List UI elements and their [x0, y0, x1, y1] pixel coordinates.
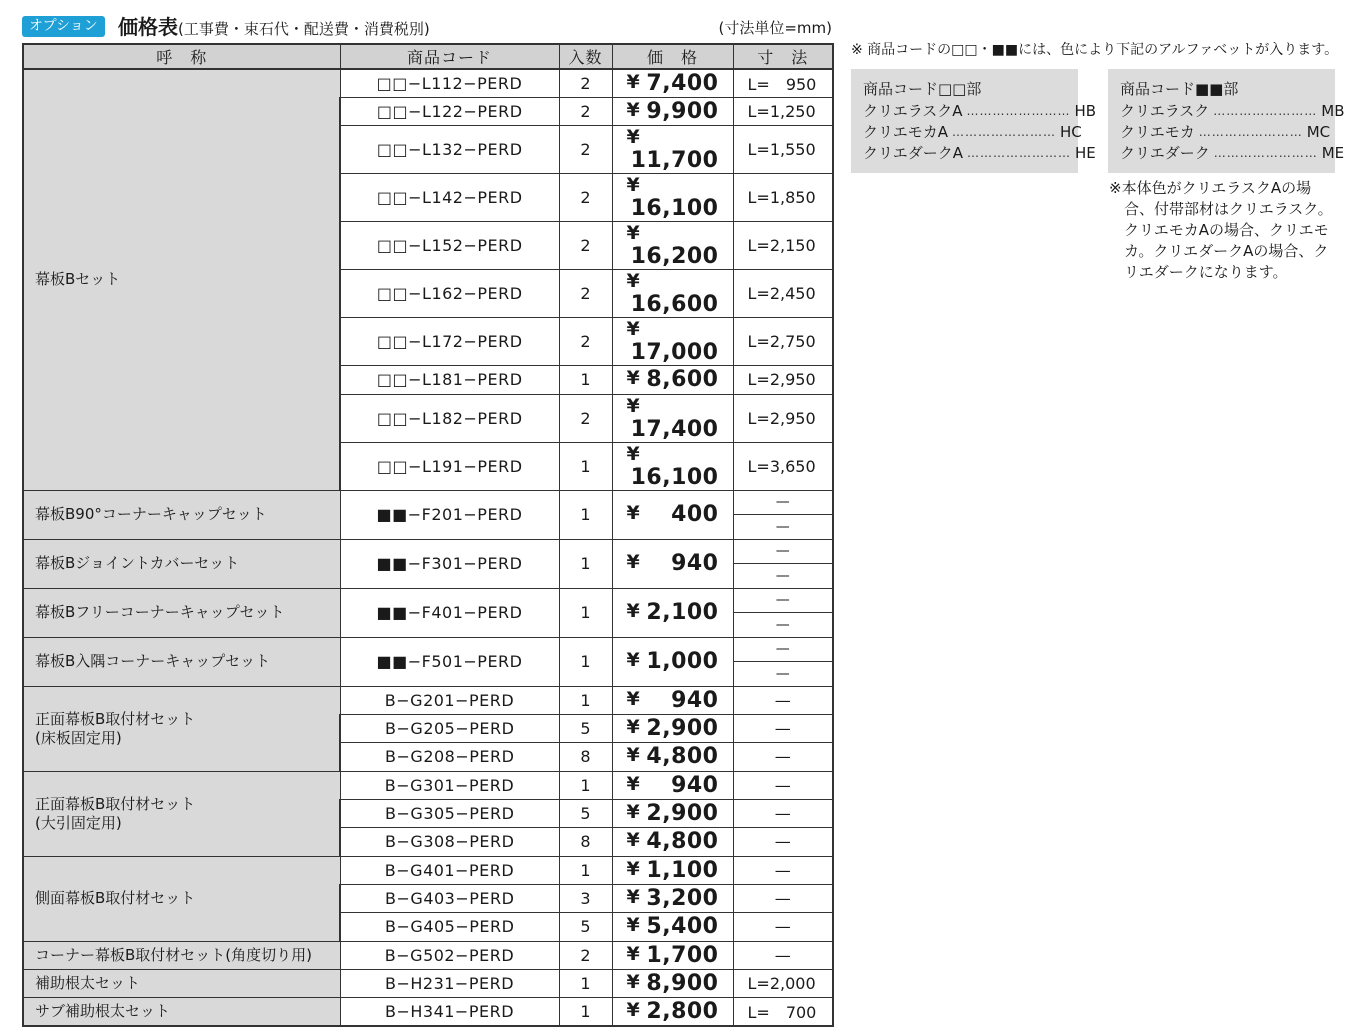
dimension-cell — [733, 637, 833, 686]
price-amount: 16,100 — [630, 196, 719, 222]
yen-symbol: ¥ — [626, 367, 640, 390]
dimension: L= 950 — [733, 69, 833, 97]
item-name: 幕板Bジョイントカバーセット — [23, 539, 340, 588]
column-header-price: 価 格 — [612, 44, 733, 69]
table-row — [23, 490, 833, 539]
dimension-dash: — — [775, 494, 790, 511]
yen-symbol: ¥ — [626, 126, 640, 149]
product-code: B−H341−PERD — [340, 998, 559, 1026]
price-table — [22, 43, 834, 1027]
product-code: □□−L122−PERD — [340, 97, 559, 125]
quantity: 2 — [559, 941, 612, 969]
leader-dots: …………………… — [966, 104, 1071, 118]
yen-symbol: ¥ — [626, 716, 640, 739]
page-title — [118, 14, 430, 42]
dimension: L=2,950 — [733, 366, 833, 394]
price-amount: 8,600 — [646, 367, 719, 393]
dimension: L=2,150 — [733, 222, 833, 270]
yen-symbol: ¥ — [626, 744, 640, 767]
price-cell — [612, 69, 733, 97]
product-code: B−G401−PERD — [340, 856, 559, 884]
price-amount: 4,800 — [646, 744, 719, 770]
product-code: B−G405−PERD — [340, 913, 559, 941]
price-amount: 17,000 — [630, 340, 719, 366]
color-label: クリエラスクA — [863, 102, 963, 120]
product-code: ■■−F301−PERD — [340, 539, 559, 588]
dimension-cell — [733, 588, 833, 637]
price-table-body — [23, 69, 833, 1026]
page-header — [22, 14, 832, 40]
price-amount: 940 — [671, 772, 719, 798]
leader-dots: …………………… — [951, 125, 1056, 139]
yen-symbol: ¥ — [626, 649, 640, 672]
price-amount: 2,100 — [646, 600, 719, 626]
product-code: ■■−F201−PERD — [340, 490, 559, 539]
price-amount: 4,800 — [646, 829, 719, 855]
column-header-qty: 入数 — [559, 44, 612, 69]
table-row — [23, 941, 833, 969]
product-code: □□−L142−PERD — [340, 174, 559, 222]
quantity: 8 — [559, 828, 612, 856]
table-row — [23, 771, 833, 799]
price-amount: 940 — [671, 687, 719, 713]
price-cell — [612, 969, 733, 997]
product-code: □□−L132−PERD — [340, 126, 559, 174]
leader-dots: …………………… — [1198, 125, 1303, 139]
product-code: B−G205−PERD — [340, 714, 559, 742]
yen-symbol: ¥ — [626, 942, 640, 965]
table-row — [23, 69, 833, 97]
table-row — [23, 998, 833, 1026]
panel-row — [1120, 143, 1345, 164]
dimension-dash: — — [775, 641, 790, 658]
product-code: B−G403−PERD — [340, 884, 559, 912]
table-row — [23, 539, 833, 588]
quantity: 1 — [559, 539, 612, 588]
dimension-stack — [734, 491, 833, 539]
price-cell — [612, 913, 733, 941]
yen-symbol: ¥ — [626, 687, 640, 710]
dimension: — — [733, 913, 833, 941]
price-cell — [612, 743, 733, 771]
quantity: 2 — [559, 126, 612, 174]
price-amount: 9,900 — [646, 99, 719, 125]
quantity: 5 — [559, 913, 612, 941]
quantity: 8 — [559, 743, 612, 771]
price-amount: 17,400 — [630, 416, 719, 442]
item-name: 幕板B入隅コーナーキャップセット — [23, 637, 340, 686]
price-cell — [612, 174, 733, 222]
price-cell — [612, 539, 733, 588]
dimension-cell — [733, 490, 833, 539]
dimension-dash: — — [734, 612, 833, 637]
price-cell — [612, 714, 733, 742]
product-code: B−G305−PERD — [340, 799, 559, 827]
leader-dots: …………………… — [966, 146, 1071, 160]
unit-note: (寸法単位=mm) — [718, 19, 832, 37]
yen-symbol: ¥ — [626, 222, 640, 245]
quantity: 1 — [559, 969, 612, 997]
price-cell — [612, 884, 733, 912]
color-label: クリエモカ — [1120, 123, 1195, 141]
price-cell — [612, 637, 733, 686]
title-text: 価格表 — [118, 15, 178, 39]
yen-symbol: ¥ — [626, 318, 640, 341]
table-row — [23, 637, 833, 686]
dimension: — — [733, 799, 833, 827]
leader-dots: …………………… — [1213, 104, 1318, 118]
quantity: 1 — [559, 366, 612, 394]
dimension: L=2,950 — [733, 394, 833, 442]
yen-symbol: ¥ — [626, 442, 640, 465]
item-name: コーナー幕板B取付材セット(角度切り用) — [23, 941, 340, 969]
item-name: 幕板Bセット — [23, 69, 340, 490]
yen-symbol: ¥ — [626, 801, 640, 824]
product-code: B−G502−PERD — [340, 941, 559, 969]
color-label: クリエモカA — [863, 123, 948, 141]
quantity: 1 — [559, 637, 612, 686]
product-code: B−G301−PERD — [340, 771, 559, 799]
quantity: 1 — [559, 442, 612, 490]
product-code: □□−L182−PERD — [340, 394, 559, 442]
dimension-dash: — — [775, 543, 790, 560]
table-row — [23, 856, 833, 884]
price-cell — [612, 998, 733, 1026]
color-code-note: ※ 商品コードの□□・■■には、色により下記のアルファベットが入ります。 — [851, 42, 1339, 58]
option-badge: オプション — [22, 16, 105, 37]
dimension: L=2,450 — [733, 270, 833, 318]
quantity: 3 — [559, 884, 612, 912]
dimension: L=2,000 — [733, 969, 833, 997]
color-code: ME — [1321, 144, 1345, 162]
product-code: □□−L172−PERD — [340, 318, 559, 366]
price-amount: 7,400 — [646, 70, 719, 96]
table-row — [23, 969, 833, 997]
leader-dots: …………………… — [1213, 146, 1318, 160]
price-amount: 1,000 — [646, 649, 719, 675]
price-amount: 2,900 — [646, 716, 719, 742]
panel-row — [1120, 122, 1331, 143]
product-code: □□−L152−PERD — [340, 222, 559, 270]
dimension: L= 700 — [733, 998, 833, 1026]
panel-heading: 商品コード□□部 — [863, 80, 982, 98]
dimension: — — [733, 856, 833, 884]
panel-row — [863, 122, 1082, 143]
item-name: 補助根太セット — [23, 969, 340, 997]
dimension: L=2,750 — [733, 318, 833, 366]
yen-symbol: ¥ — [626, 772, 640, 795]
dimension-dash: — — [734, 563, 833, 588]
price-amount: 940 — [671, 551, 719, 577]
quantity: 1 — [559, 686, 612, 714]
product-code: □□−L181−PERD — [340, 366, 559, 394]
item-name: 幕板B90°コーナーキャップセット — [23, 490, 340, 539]
price-amount: 11,700 — [630, 148, 719, 174]
dimension: — — [733, 941, 833, 969]
column-header-code: 商品コード — [340, 44, 559, 69]
panel-heading: 商品コード■■部 — [1120, 80, 1239, 98]
item-name: 幕板Bフリーコーナーキャップセット — [23, 588, 340, 637]
yen-symbol: ¥ — [626, 394, 640, 417]
item-name: 正面幕板B取付材セット (床板固定用) — [23, 686, 340, 771]
price-cell — [612, 490, 733, 539]
dimension-cell — [733, 539, 833, 588]
quantity: 2 — [559, 394, 612, 442]
item-name: 側面幕板B取付材セット — [23, 856, 340, 941]
quantity: 2 — [559, 222, 612, 270]
quantity: 2 — [559, 270, 612, 318]
dimension-dash: — — [775, 592, 790, 609]
accessory-color-note: ※本体色がクリエラスクAの場合、付帯部材はクリエラスク。クリエモカAの場合、クリエモカ。クリエダークAの場合、クリエダークになります。 — [1109, 179, 1333, 281]
color-code-panel-accessory — [1108, 69, 1345, 173]
yen-symbol: ¥ — [626, 502, 640, 525]
quantity: 1 — [559, 771, 612, 799]
yen-symbol: ¥ — [626, 886, 640, 909]
product-code: B−H231−PERD — [340, 969, 559, 997]
dimension: L=3,650 — [733, 442, 833, 490]
table-header-row — [23, 44, 833, 69]
product-code: B−G208−PERD — [340, 743, 559, 771]
table-row — [23, 686, 833, 714]
color-code: HC — [1059, 123, 1082, 141]
price-cell — [612, 941, 733, 969]
color-code: HB — [1074, 102, 1097, 120]
price-amount: 1,700 — [646, 942, 719, 968]
yen-symbol: ¥ — [626, 99, 640, 122]
yen-symbol: ¥ — [626, 270, 640, 293]
yen-symbol: ¥ — [626, 999, 640, 1022]
price-amount: 16,600 — [630, 292, 719, 318]
panel-row — [863, 143, 1096, 164]
quantity: 2 — [559, 97, 612, 125]
yen-symbol: ¥ — [626, 914, 640, 937]
quantity: 5 — [559, 714, 612, 742]
price-cell — [612, 828, 733, 856]
price-cell — [612, 126, 733, 174]
dimension-stack — [734, 638, 833, 686]
color-label: クリエラスク — [1120, 102, 1210, 120]
price-amount: 2,900 — [646, 801, 719, 827]
price-amount: 16,200 — [630, 244, 719, 270]
panel-row — [1120, 101, 1345, 122]
price-cell — [612, 318, 733, 366]
price-amount: 3,200 — [646, 886, 719, 912]
price-cell — [612, 771, 733, 799]
dimension: L=1,550 — [733, 126, 833, 174]
dimension-dash: — — [734, 514, 833, 539]
panel-row — [863, 101, 1097, 122]
dimension: — — [733, 743, 833, 771]
item-name: 正面幕板B取付材セット (大引固定用) — [23, 771, 340, 856]
price-cell — [612, 222, 733, 270]
yen-symbol: ¥ — [626, 857, 640, 880]
color-code: MB — [1321, 102, 1345, 120]
color-code-panel-main — [851, 69, 1097, 173]
quantity: 1 — [559, 588, 612, 637]
yen-symbol: ¥ — [626, 551, 640, 574]
price-cell — [612, 588, 733, 637]
price-amount: 400 — [671, 502, 719, 528]
product-code: □□−L191−PERD — [340, 442, 559, 490]
product-code: B−G308−PERD — [340, 828, 559, 856]
title-subtitle: (工事費・束石代・配送費・消費税別) — [178, 20, 430, 38]
dimension: — — [733, 714, 833, 742]
quantity: 2 — [559, 174, 612, 222]
column-header-name: 呼 称 — [23, 44, 340, 69]
price-cell — [612, 442, 733, 490]
price-cell — [612, 394, 733, 442]
price-amount: 8,900 — [646, 971, 719, 997]
product-code: ■■−F501−PERD — [340, 637, 559, 686]
dimension: — — [733, 686, 833, 714]
dimension-stack — [734, 540, 833, 588]
yen-symbol: ¥ — [626, 971, 640, 994]
price-amount: 16,100 — [630, 464, 719, 490]
quantity: 5 — [559, 799, 612, 827]
color-label: クリエダーク — [1120, 144, 1210, 162]
quantity: 1 — [559, 490, 612, 539]
column-header-dim: 寸 法 — [733, 44, 833, 69]
product-code: ■■−F401−PERD — [340, 588, 559, 637]
quantity: 2 — [559, 69, 612, 97]
product-code: □□−L162−PERD — [340, 270, 559, 318]
dimension: — — [733, 884, 833, 912]
price-cell — [612, 856, 733, 884]
dimension-stack — [734, 589, 833, 637]
color-code: HE — [1074, 144, 1096, 162]
item-name: サブ補助根太セット — [23, 998, 340, 1026]
price-amount: 1,100 — [646, 857, 719, 883]
quantity: 2 — [559, 318, 612, 366]
dimension: — — [733, 828, 833, 856]
price-amount: 5,400 — [646, 914, 719, 940]
yen-symbol: ¥ — [626, 174, 640, 197]
price-cell — [612, 97, 733, 125]
dimension: L=1,850 — [733, 174, 833, 222]
color-label: クリエダークA — [863, 144, 963, 162]
price-cell — [612, 270, 733, 318]
product-code: □□−L112−PERD — [340, 69, 559, 97]
yen-symbol: ¥ — [626, 600, 640, 623]
color-code: MC — [1306, 123, 1331, 141]
dimension: L=1,250 — [733, 97, 833, 125]
table-row — [23, 588, 833, 637]
dimension: — — [733, 771, 833, 799]
yen-symbol: ¥ — [626, 829, 640, 852]
dimension-dash: — — [734, 661, 833, 686]
product-code: B−G201−PERD — [340, 686, 559, 714]
price-cell — [612, 366, 733, 394]
price-cell — [612, 686, 733, 714]
price-cell — [612, 799, 733, 827]
quantity: 1 — [559, 856, 612, 884]
yen-symbol: ¥ — [626, 70, 640, 93]
quantity: 1 — [559, 998, 612, 1026]
price-amount: 2,800 — [646, 999, 719, 1025]
